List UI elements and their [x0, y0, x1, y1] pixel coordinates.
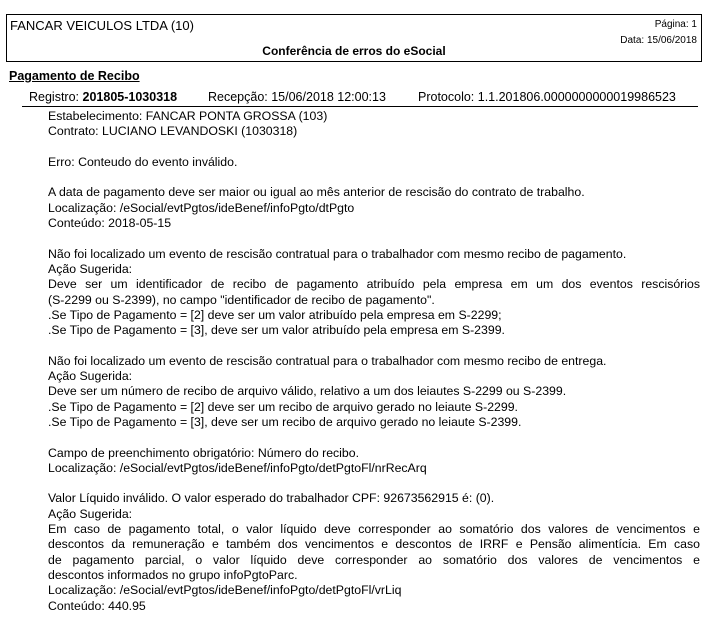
- error-5-action-text: descontos da remuneração e também dos vencimentos e descontos de IRRF e Pensão alimentícia. Em caso: [48, 537, 700, 552]
- error-3-rule: .Se Tipo de Pagamento = [3], deve ser um recibo de arquivo gerado no leiaute S-2399.: [48, 414, 522, 429]
- report-header: [6, 14, 702, 62]
- section-title: Pagamento de Recibo: [9, 69, 140, 83]
- registro-value: 201805-1030318: [82, 90, 178, 104]
- error-5-action-text: Em caso de pagamento total, o valor líquido deve corresponder ao somatório dos valores de vencimentos e: [48, 522, 700, 537]
- error-1-content: Conteúdo: 2018-05-15: [48, 216, 172, 231]
- error-summary: Erro: Conteudo do evento inválido.: [48, 154, 238, 169]
- page-number: Página: 1: [654, 19, 697, 30]
- error-4-message: Campo de preenchimento obrigatório: Número do recibo.: [48, 445, 360, 460]
- error-2-message: Não foi localizado um evento de rescisão contratual para o trabalhador com mesmo recibo de pagamento.: [48, 246, 627, 261]
- error-2-rule: .Se Tipo de Pagamento = [3], deve ser um valor atribuído pela empresa em S-2399.: [48, 323, 505, 338]
- error-2-action-text: Deve ser um identificador de recibo de pagamento atribuído pela empresa em um dos eventos rescisórios: [48, 277, 700, 292]
- contrato: Contrato: LUCIANO LEVANDOSKI (1030318): [48, 124, 298, 139]
- registro-label: Registro:: [29, 90, 80, 104]
- estabelecimento: Estabelecimento: FANCAR PONTA GROSSA (103): [48, 109, 328, 123]
- error-1-message: A data de pagamento deve ser maior ou igual ao mês anterior de rescisão do contrato de trabalho.: [48, 185, 585, 200]
- error-5-action-text: descontos informados no grupo infoPgtoParc.: [48, 567, 298, 582]
- error-2-rule: .Se Tipo de Pagamento = [2] deve ser um valor atribuído pela empresa em S-2299;: [48, 307, 502, 322]
- protocolo: Protocolo: 1.1.201806.0000000000019986523: [418, 90, 676, 104]
- error-3-action-label: Ação Sugerida:: [48, 369, 133, 384]
- error-5-action-text: de pagamento parcial, o valor líquido deve corresponder ao somatório dos valores de vencimentos e: [48, 552, 700, 567]
- report-title: Conferência de erros do eSocial: [262, 44, 446, 58]
- error-details: [48, 109, 700, 614]
- recepcao: Recepção: 15/06/2018 12:00:13: [208, 90, 386, 104]
- error-5-content: Conteúdo: 440.95: [48, 598, 146, 613]
- error-2-action-label: Ação Sugerida:: [48, 261, 133, 276]
- error-2-action-text: (S-2299 ou S-2399), no campo "identificador de recibo de pagamento".: [48, 292, 435, 307]
- error-5-message: Valor Líquido inválido. O valor esperado do trabalhador CPF: 92673562915 é: (0).: [48, 491, 495, 506]
- error-3-message: Não foi localizado um evento de rescisão contratual para o trabalhador com mesmo recibo de entrega.: [48, 353, 607, 368]
- error-1-location: Localização: /eSocial/evtPgtos/ideBenef/infoPgto/dtPgto: [48, 200, 355, 215]
- error-3-action-text: Deve ser um número de recibo de arquivo válido, relativo a um dos leiautes S-2299 ou S-2399.: [48, 384, 567, 399]
- report-date: Data: 15/06/2018: [620, 35, 697, 46]
- registro: [29, 90, 177, 104]
- error-5-location: Localização: /eSocial/evtPgtos/ideBenef/infoPgto/detPgtoFl/vrLiq: [48, 583, 402, 598]
- registro-line: [22, 90, 698, 107]
- error-4-location: Localização: /eSocial/evtPgtos/ideBenef/infoPgto/detPgtoFl/nrRecArq: [48, 460, 427, 475]
- error-5-action-label: Ação Sugerida:: [48, 506, 133, 521]
- company-name: FANCAR VEICULOS LTDA (10): [10, 18, 194, 33]
- error-3-rule: .Se Tipo de Pagamento = [2] deve ser um recibo de arquivo gerado no leiaute S-2299.: [48, 399, 518, 414]
